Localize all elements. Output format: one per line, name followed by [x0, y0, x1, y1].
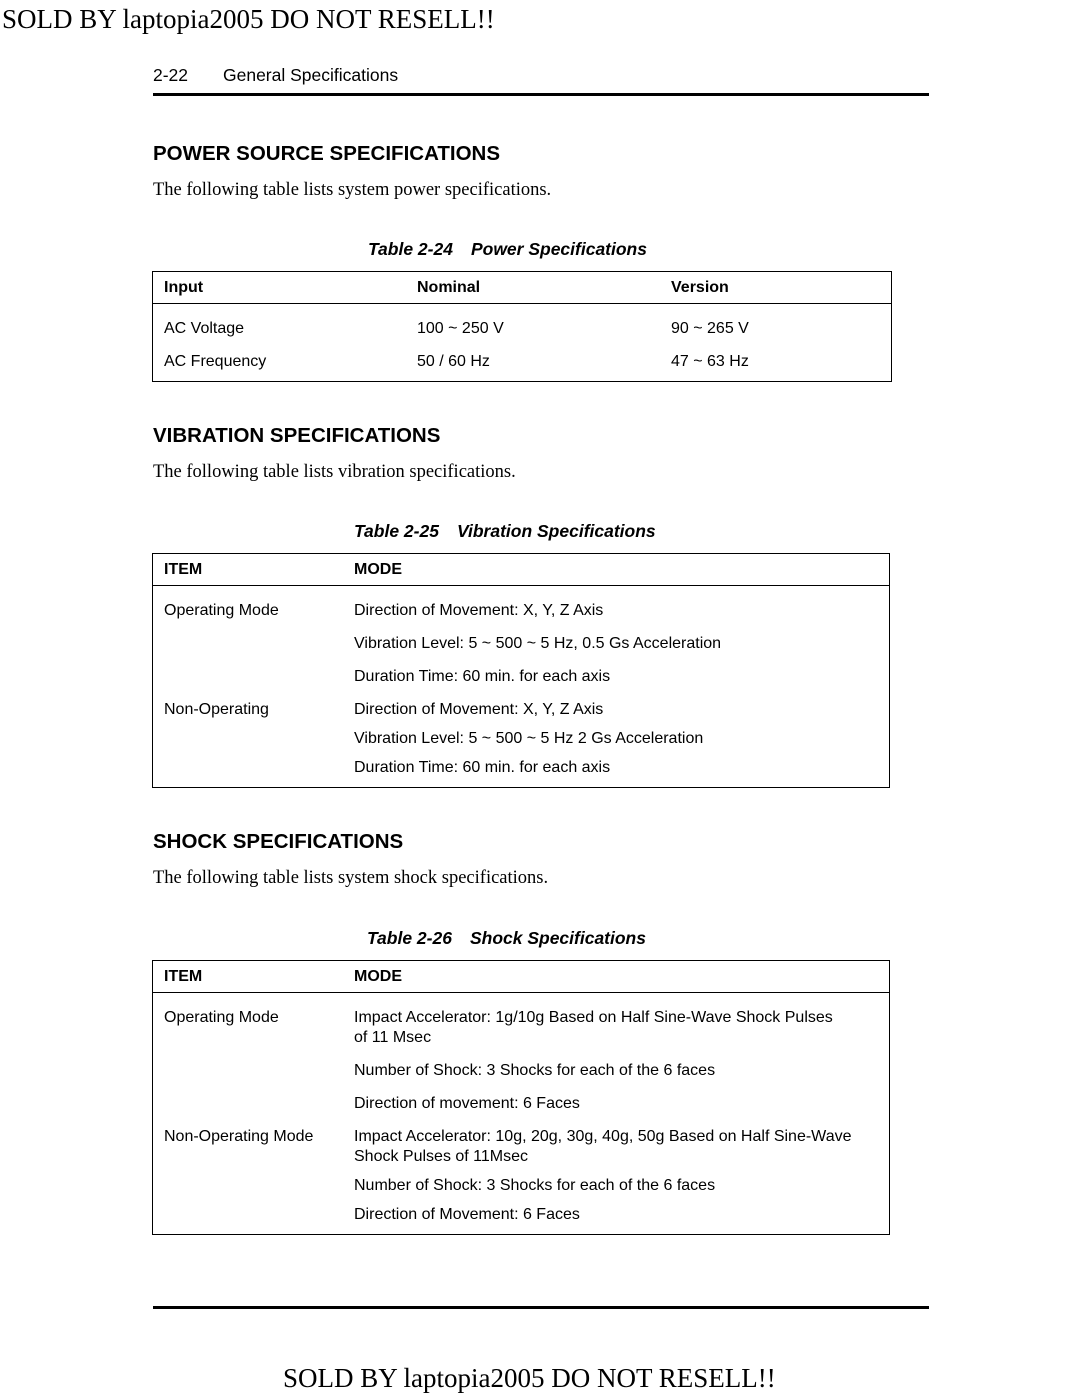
table-cell: Operating Mode [164, 602, 279, 619]
header-nominal: Nominal [417, 279, 481, 296]
power-caption-number: Table 2-24 [368, 239, 453, 259]
power-section-heading: POWER SOURCE SPECIFICATIONS [153, 142, 501, 165]
vibration-caption-number: Table 2-25 [354, 521, 439, 541]
table-cell: AC Frequency [164, 353, 267, 370]
table-cell: Vibration Level: 5 ~ 500 ~ 5 Hz 2 Gs Acceleration [354, 730, 704, 747]
vibration-section-heading: VIBRATION SPECIFICATIONS [153, 424, 441, 447]
shock-spec-table [152, 960, 890, 1235]
vibration-spec-table [152, 553, 890, 788]
power-caption-title: Power Specifications [470, 239, 647, 259]
vibration-caption-title: Vibration Specifications [456, 521, 656, 541]
shock-section-heading: SHOCK SPECIFICATIONS [153, 830, 404, 853]
table-cell: Direction of Movement: 6 Faces [354, 1206, 580, 1223]
table-cell: AC Voltage [164, 320, 245, 337]
header-version: Version [671, 279, 729, 296]
power-table-caption [368, 239, 647, 260]
watermark-top: SOLD BY laptopia2005 DO NOT RESELL!! [2, 4, 495, 34]
header-mode: MODE [354, 561, 402, 578]
table-cell: Direction of movement: 6 Faces [354, 1095, 580, 1112]
table-cell: Duration Time: 60 min. for each axis [354, 759, 611, 776]
vibration-table-caption [354, 521, 656, 542]
chapter-title: General Specifications [223, 65, 399, 85]
table-cell: Vibration Level: 5 ~ 500 ~ 5 Hz, 0.5 Gs Acceleration [354, 635, 722, 652]
header-input: Input [164, 279, 204, 296]
header-mode: MODE [354, 968, 402, 985]
table-header-row [153, 554, 889, 586]
footer-rule [153, 1306, 929, 1309]
vibration-intro-text: The following table lists vibration specifications. [153, 462, 516, 482]
table-cell: 100 ~ 250 V [417, 320, 504, 337]
header-item: ITEM [164, 968, 203, 985]
shock-caption-title: Shock Specifications [469, 928, 646, 948]
table-cell: Non-Operating [164, 701, 269, 718]
table-cell: 50 / 60 Hz [417, 353, 490, 370]
running-header [153, 65, 398, 86]
table-cell: Non-Operating Mode [164, 1128, 314, 1145]
shock-table-caption [367, 928, 646, 949]
table-cell: Number of Shock: 3 Shocks for each of the 6 faces [354, 1062, 716, 1079]
shock-caption-number: Table 2-26 [367, 928, 452, 948]
table-cell: Direction of Movement: X, Y, Z Axis [354, 602, 604, 619]
table-cell: Impact Accelerator: 1g/10g Based on Half Sine-Wave Shock Pulses of 11 Msec [354, 1009, 833, 1046]
header-item: ITEM [164, 561, 203, 578]
table-cell: Direction of Movement: X, Y, Z Axis [354, 701, 604, 718]
table-header-row [153, 961, 889, 993]
shock-intro-text: The following table lists system shock specifications. [153, 868, 549, 888]
watermark-bottom: SOLD BY laptopia2005 DO NOT RESELL!! [283, 1363, 776, 1393]
table-cell: 90 ~ 265 V [671, 320, 749, 337]
power-intro-text: The following table lists system power specifications. [153, 180, 552, 200]
table-cell: Duration Time: 60 min. for each axis [354, 668, 611, 685]
table-cell: Impact Accelerator: 10g, 20g, 30g, 40g, 50g Based on Half Sine-Wave Shock Pulses of 11Msec [354, 1128, 852, 1165]
power-spec-table [152, 271, 892, 382]
page-number: 2-22 [153, 65, 189, 85]
header-rule [153, 93, 929, 96]
table-header-row [153, 272, 891, 304]
table-cell: Operating Mode [164, 1009, 279, 1026]
table-cell: Number of Shock: 3 Shocks for each of the 6 faces [354, 1177, 716, 1194]
table-cell: 47 ~ 63 Hz [671, 353, 749, 370]
